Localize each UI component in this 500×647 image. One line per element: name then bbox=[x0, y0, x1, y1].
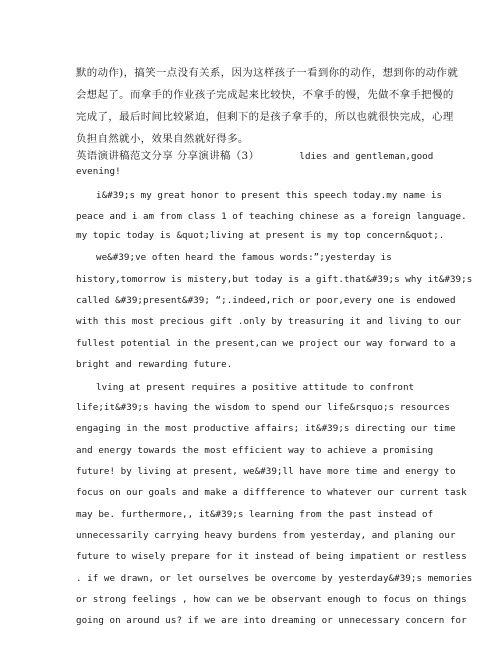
speech-paragraph-line: lving at present requires a positive attitude to confront bbox=[96, 382, 415, 393]
speech-paragraph-line: engaging in the most productive affairs; it&#39;s directing our time bbox=[76, 423, 456, 434]
chinese-paragraph-line-2: 会想起了。而拿手的作业孩子完成起来比较快，不拿手的慢，先做不拿手把慢的 bbox=[76, 89, 454, 101]
speech-paragraph-line: my topic today is &quot;living at present is my top concern&quot;. bbox=[76, 230, 445, 241]
salutation: ldies and gentleman,good bbox=[299, 151, 434, 162]
speech-paragraph-line: future to wisely prepare for it instead of being impatient or restless bbox=[76, 551, 467, 562]
speech-paragraph-line: unnecessarily carrying heavy burdens from yesterday, and planing our bbox=[76, 530, 456, 541]
speech-paragraph-line: . if we drawn, or let ourselves be overcome by yesterday&#39;s memories bbox=[76, 573, 473, 584]
speech-paragraph-line: fullest potential in the present,can we project our way forward to a bbox=[76, 338, 456, 349]
speech-paragraph-line: focus on our goals and make a diffference to whatever our current task bbox=[76, 487, 467, 498]
speech-paragraph-line: bright and rewarding future. bbox=[76, 359, 233, 370]
speech-paragraph-line: history,tomorrow is mistery,but today is a gift.that&#39;s why it&#39;s bbox=[76, 274, 473, 285]
section-heading-line bbox=[76, 147, 433, 162]
section-heading: 英语演讲稿范文分享 分享演讲稿（3） bbox=[76, 150, 260, 162]
chinese-paragraph-line-1: 默的动作)，搞笑一点没有关系，因为这样孩子一看到你的动作，想到你的动作就 bbox=[76, 67, 459, 79]
speech-paragraph-line: we&#39;ve often heard the famous words:”;yesterday is bbox=[96, 252, 392, 263]
speech-paragraph-line: called &#39;present&#39; “;.indeed,rich or poor,every one is endowed bbox=[76, 295, 456, 306]
speech-paragraph-line: future! by living at present, we&#39;ll have more time and energy to bbox=[76, 466, 456, 477]
speech-paragraph-line: i&#39;s my great honor to present this speech today.my name is bbox=[96, 190, 443, 201]
speech-paragraph-line: and energy towards the most efficient way to achieve a promising bbox=[76, 445, 434, 456]
salutation-continued: evening! bbox=[76, 166, 121, 177]
speech-paragraph-line: peace and i am from class 1 of teaching chinese as a foreign language. bbox=[76, 211, 467, 222]
speech-paragraph-line: going on around us? if we are into dreaming or unnecessary concern for bbox=[76, 615, 467, 626]
speech-paragraph-line: may be. furthermore,, it&#39;s learning from the past instead of bbox=[76, 509, 434, 520]
chinese-paragraph-line-4: 负担自然就小，效果自然就好得多。 bbox=[76, 133, 249, 145]
speech-paragraph-line: with this most precious gift .only by treasuring it and living to our bbox=[76, 316, 462, 327]
chinese-paragraph-line-3: 完成了，最后时间比较紧迫，但剩下的是孩子拿手的，所以也就很快完成，心理 bbox=[76, 111, 454, 123]
speech-paragraph-line: or strong feelings , how can we be observant enough to focus on things bbox=[76, 594, 467, 605]
speech-paragraph-line: life;it&#39;s having the wisdom to spend our life&rsquo;s resources bbox=[76, 402, 450, 413]
